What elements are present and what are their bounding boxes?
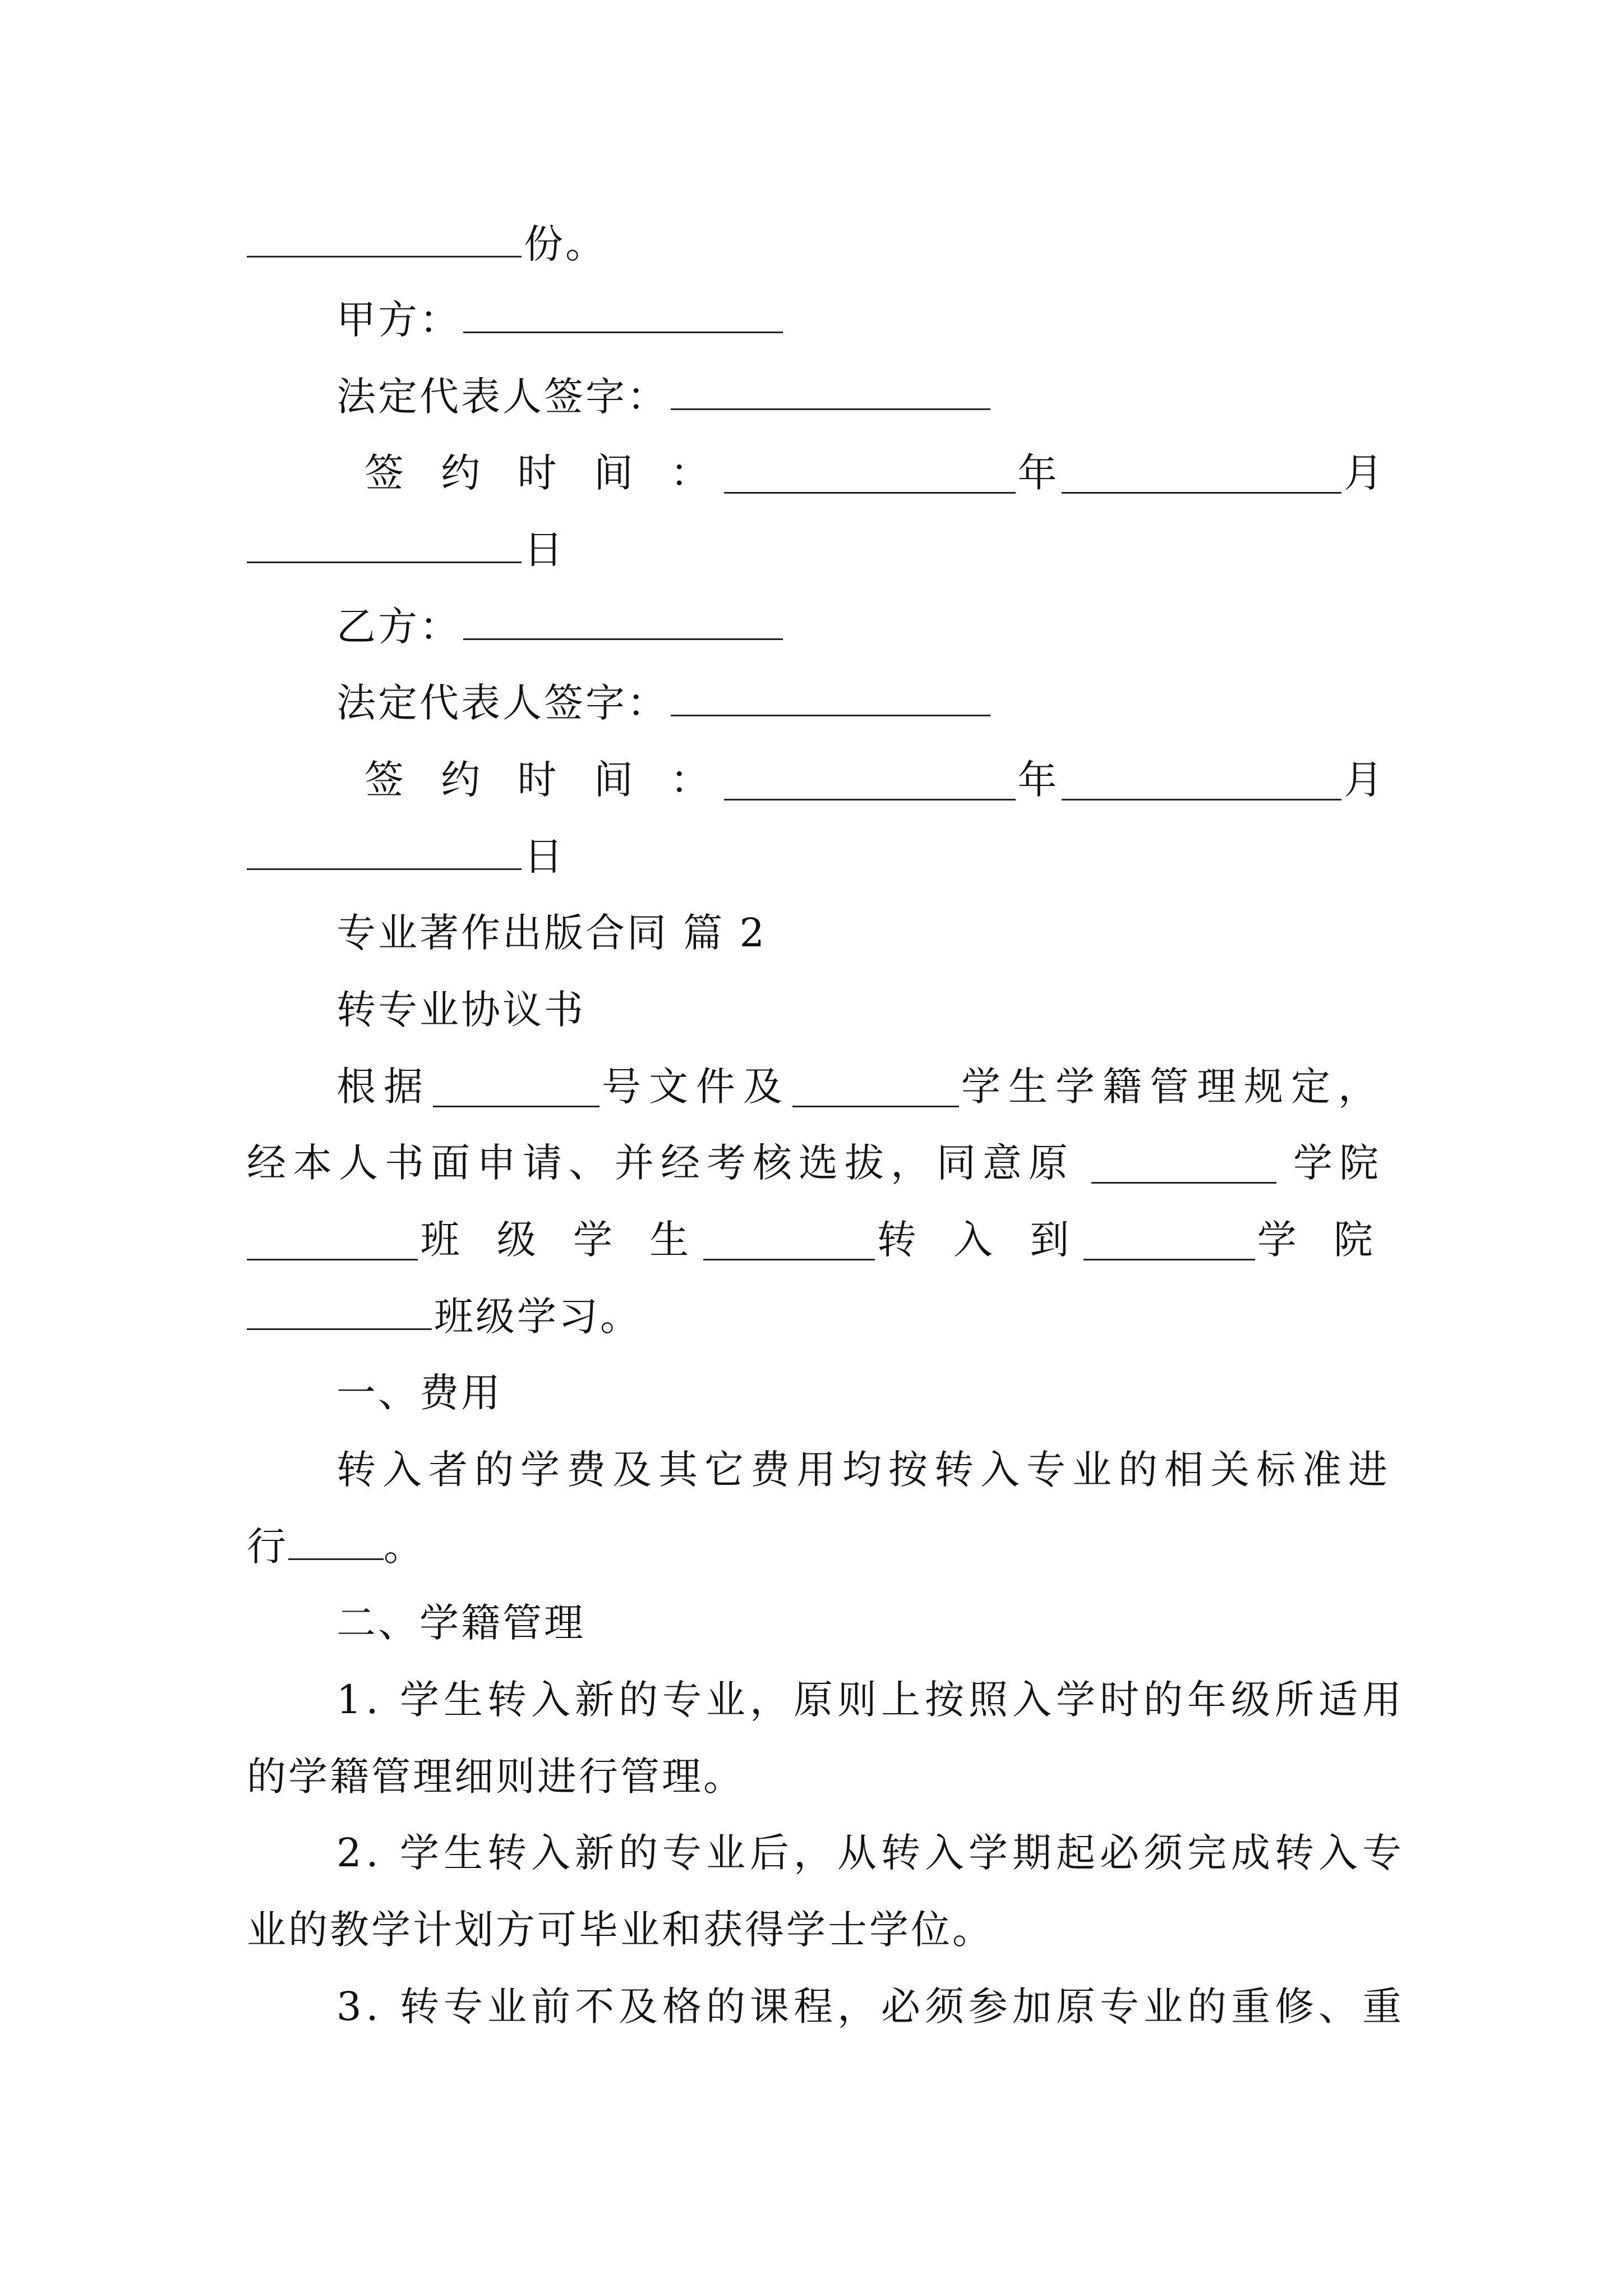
para1-line1 bbox=[336, 1059, 1385, 1115]
para1-line3-text-c: 学 院 bbox=[1257, 1217, 1385, 1263]
sign-time-line-a bbox=[365, 445, 1385, 501]
fee-line2-text-a: 行 bbox=[247, 1524, 288, 1570]
para1-line2 bbox=[247, 1135, 1385, 1191]
para1-text-c: 学生学籍管理规定， bbox=[961, 1064, 1385, 1110]
para1-line2-text-b: 学院 bbox=[1293, 1140, 1385, 1186]
para1-line2-text-a: 经本人书面申请、并经考核选拔，同意原 bbox=[247, 1140, 1075, 1186]
student-name-blank bbox=[703, 1220, 874, 1260]
party-b-blank bbox=[463, 599, 783, 640]
party-b-line bbox=[336, 599, 785, 655]
fee-blank bbox=[288, 1519, 384, 1560]
heading-status: 二、学籍管理 bbox=[336, 1600, 585, 1646]
orig-class-blank bbox=[247, 1220, 418, 1260]
item1-line1: 1. 学生转入新的专业，原则上按照入学时的年级所适用 bbox=[336, 1677, 1407, 1723]
day-line-b bbox=[247, 829, 565, 885]
year-label-b: 年 bbox=[1017, 757, 1059, 803]
para1-line4 bbox=[247, 1289, 642, 1345]
day-blank-b bbox=[247, 829, 522, 870]
year-blank-a bbox=[724, 453, 1015, 494]
fee-line1: 转入者的学费及其它费用均按转入专业的相关标准进 bbox=[336, 1447, 1394, 1493]
rep-sign-line-a bbox=[336, 369, 993, 425]
year-label-a: 年 bbox=[1017, 450, 1059, 496]
fee-line2-text-b: 。 bbox=[384, 1524, 425, 1570]
day-label-b: 日 bbox=[524, 834, 565, 880]
month-label-b: 月 bbox=[1344, 757, 1385, 803]
day-line-a bbox=[247, 522, 565, 578]
new-college-blank bbox=[1083, 1220, 1255, 1260]
school-name-blank bbox=[792, 1066, 959, 1107]
sign-time-label-b: 签 约 时 间 ： bbox=[365, 757, 722, 803]
line-copies bbox=[247, 216, 607, 272]
sign-time-label-a: 签 约 时 间 ： bbox=[365, 450, 722, 496]
rep-sign-blank-a bbox=[671, 369, 990, 410]
item2-line2: 业的教学计划方可毕业和获得学士学位。 bbox=[247, 1907, 994, 1953]
orig-college-blank bbox=[1091, 1143, 1276, 1184]
para1-text-b: 号文件及 bbox=[602, 1064, 790, 1110]
day-blank-a bbox=[247, 522, 522, 563]
section-title: 专业著作出版合同 篇 2 bbox=[336, 910, 767, 956]
month-blank-b bbox=[1062, 760, 1342, 800]
month-blank-a bbox=[1062, 453, 1342, 494]
item1-line2: 的学籍管理细则进行管理。 bbox=[247, 1754, 745, 1800]
day-label-a: 日 bbox=[524, 527, 565, 573]
rep-sign-line-b bbox=[336, 675, 993, 731]
para1-line3 bbox=[247, 1212, 1385, 1268]
item2-line1: 2. 学生转入新的专业后，从转入学期起必须完成转入专 bbox=[336, 1830, 1407, 1876]
agreement-title: 转专业协议书 bbox=[336, 987, 585, 1033]
blank-field bbox=[247, 217, 522, 257]
party-a-blank bbox=[463, 292, 783, 333]
fee-line2 bbox=[247, 1519, 425, 1575]
doc-number-blank bbox=[433, 1066, 600, 1107]
para1-line3-text-a: 班 级 学 生 bbox=[420, 1217, 702, 1263]
party-a-label: 甲方： bbox=[336, 297, 461, 343]
heading-fees: 一、费用 bbox=[336, 1370, 502, 1416]
rep-sign-label-b: 法定代表人签字： bbox=[336, 680, 668, 726]
year-blank-b bbox=[724, 760, 1015, 800]
copies-suffix: 份。 bbox=[524, 221, 607, 267]
rep-sign-label-a: 法定代表人签字： bbox=[336, 374, 668, 420]
para1-line3-text-b: 转 入 到 bbox=[877, 1217, 1082, 1263]
sign-time-line-b bbox=[365, 752, 1385, 808]
month-label-a: 月 bbox=[1344, 450, 1385, 496]
para1-line4-text: 班级学习。 bbox=[434, 1294, 642, 1340]
para1-text-a: 根据 bbox=[336, 1064, 431, 1110]
new-class-blank bbox=[247, 1289, 432, 1330]
rep-sign-blank-b bbox=[671, 675, 990, 716]
party-a-line bbox=[336, 292, 785, 348]
item3-line1: 3. 转专业前不及格的课程，必须参加原专业的重修、重 bbox=[336, 1984, 1407, 2030]
party-b-label: 乙方： bbox=[336, 604, 461, 650]
